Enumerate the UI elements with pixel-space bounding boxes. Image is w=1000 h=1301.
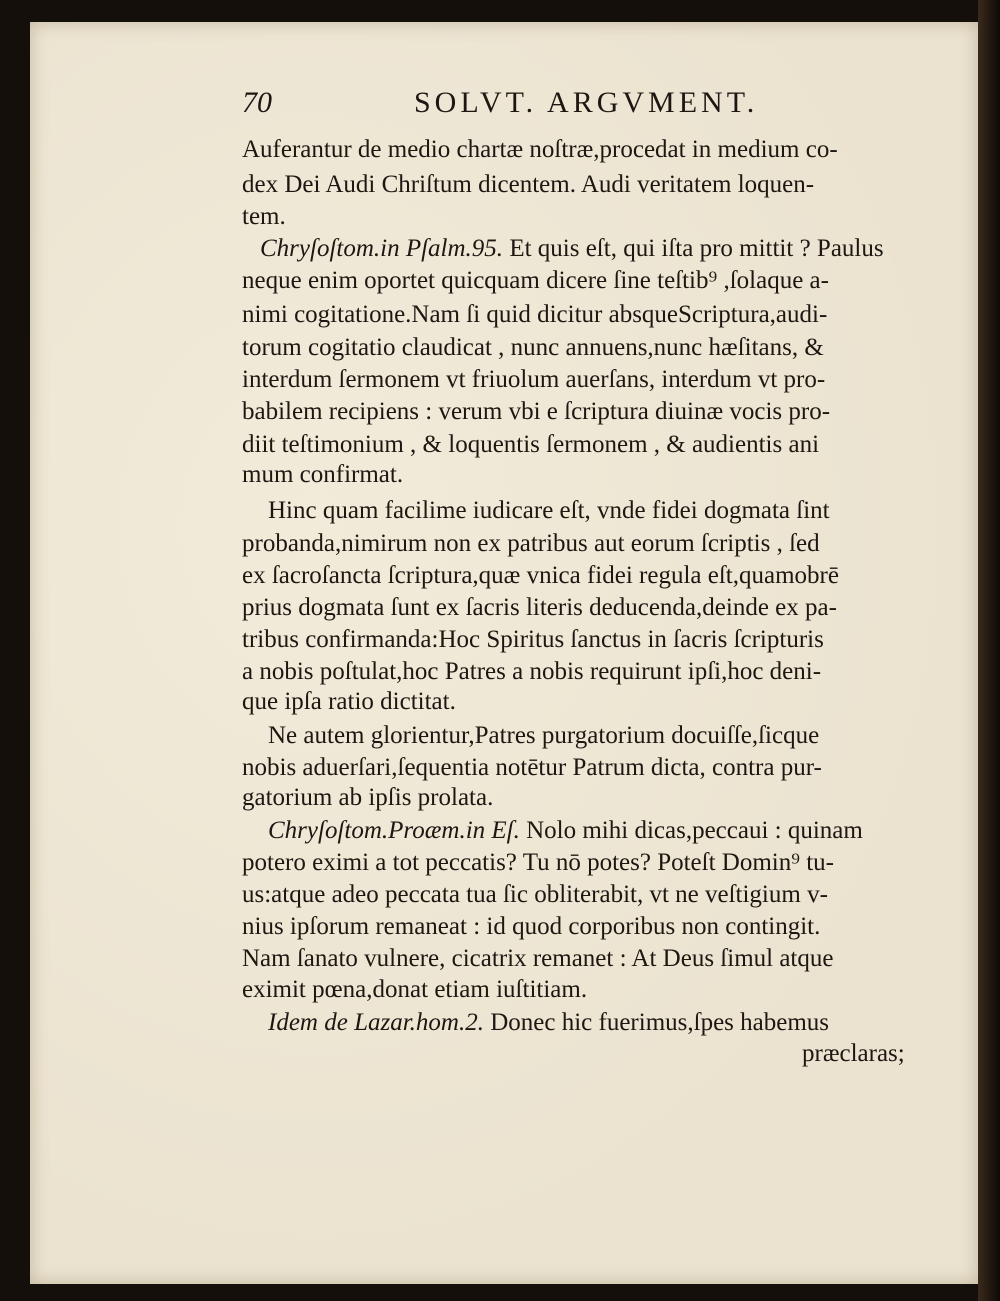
text-line: a nobis poſtulat,hoc Patres a nobis requirunt ipſi,hoc deni- [242, 658, 822, 685]
text-line: Auferantur de medio chartæ noſtræ,procedat in medium co- [242, 136, 838, 163]
text-line: Ne autem glorientur,Patres purgatorium docuiſſe,ſicque [268, 722, 820, 749]
citation: Idem de Lazar.hom.2. [268, 1009, 491, 1036]
text-line: gatorium ab ipſis prolata. [242, 784, 494, 811]
text-line: Idem de Lazar.hom.2. Donec hic fuerimus,ſpes habemus [268, 1009, 830, 1036]
text-line: nius ipſorum remaneat : id quod corporibus non contingit. [242, 913, 821, 940]
page-header [242, 78, 802, 128]
text-line: Chryſoſtom.in Pſalm.95. Et quis eſt, qui iſta pro mittit ? Paulus [260, 235, 884, 262]
book-spine-edge [978, 0, 1000, 1301]
text-line: Hinc quam facilime iudicare eſt, vnde fidei dogmata ſint [268, 497, 830, 524]
text-line: torum cogitatio claudicat , nunc annuens,nunc hæſitans, & [242, 334, 824, 361]
text-line: Nam ſanato vulnere, cicatrix remanet : At Deus ſimul atque [242, 945, 834, 972]
book-page [30, 22, 978, 1284]
text-line: probanda,nimirum non ex patribus aut eorum ſcriptis , ſed [242, 530, 820, 557]
text-line: eximit pœna,donat etiam iuſtitiam. [242, 976, 588, 1003]
text-line: babilem recipiens : verum vbi e ſcriptura diuinæ vocis pro- [242, 398, 831, 425]
text-line: neque enim oportet quicquam dicere ſine teſtib⁹ ,ſolaque a- [242, 267, 829, 294]
text-line: que ipſa ratio dictitat. [242, 688, 456, 715]
text-line: prius dogmata ſunt ex ſacris literis deducenda,deinde ex pa- [242, 594, 837, 621]
text-line: tribus confirmanda:Hoc Spiritus ſanctus in ſacris ſcripturis [242, 626, 824, 653]
text-line: nobis aduerſari,ſequentia notētur Patrum dicta, contra pur- [242, 754, 822, 781]
text-line: us:atque adeo peccata tua ſic obliterabit, vt ne veſtigium v- [242, 881, 828, 908]
text-line: diit teſtimonium , & loquentis ſermonem , & audientis ani [242, 431, 820, 458]
page-number: 70 [242, 86, 272, 119]
text-line: interdum ſermonem vt friuolum auerſans, interdum vt pro- [242, 366, 826, 393]
text-line: mum confirmat. [242, 461, 404, 488]
running-title: SOLVT. ARGVMENT. [414, 86, 759, 119]
catchword: præclaras; [802, 1040, 905, 1067]
text-line: Chryſoſtom.Proæm.in Eſ. Nolo mihi dicas,peccaui : quinam [268, 817, 863, 844]
text-line: tem. [242, 203, 286, 230]
citation: Chryſoſtom.in Pſalm.95. [260, 235, 510, 262]
text-line: nimi cogitatione.Nam ſi quid dicitur absqueScriptura,audi- [242, 301, 828, 328]
citation: Chryſoſtom.Proæm.in Eſ. [268, 817, 527, 844]
text-line: ex ſacroſancta ſcriptura,quæ vnica fidei regula eſt,quamobrē [242, 562, 839, 589]
text-line: potero eximi a tot peccatis? Tu nō potes? Poteſt Domin⁹ tu- [242, 849, 834, 876]
text-line: dex Dei Audi Chriſtum dicentem. Audi veritatem loquen- [242, 171, 815, 198]
